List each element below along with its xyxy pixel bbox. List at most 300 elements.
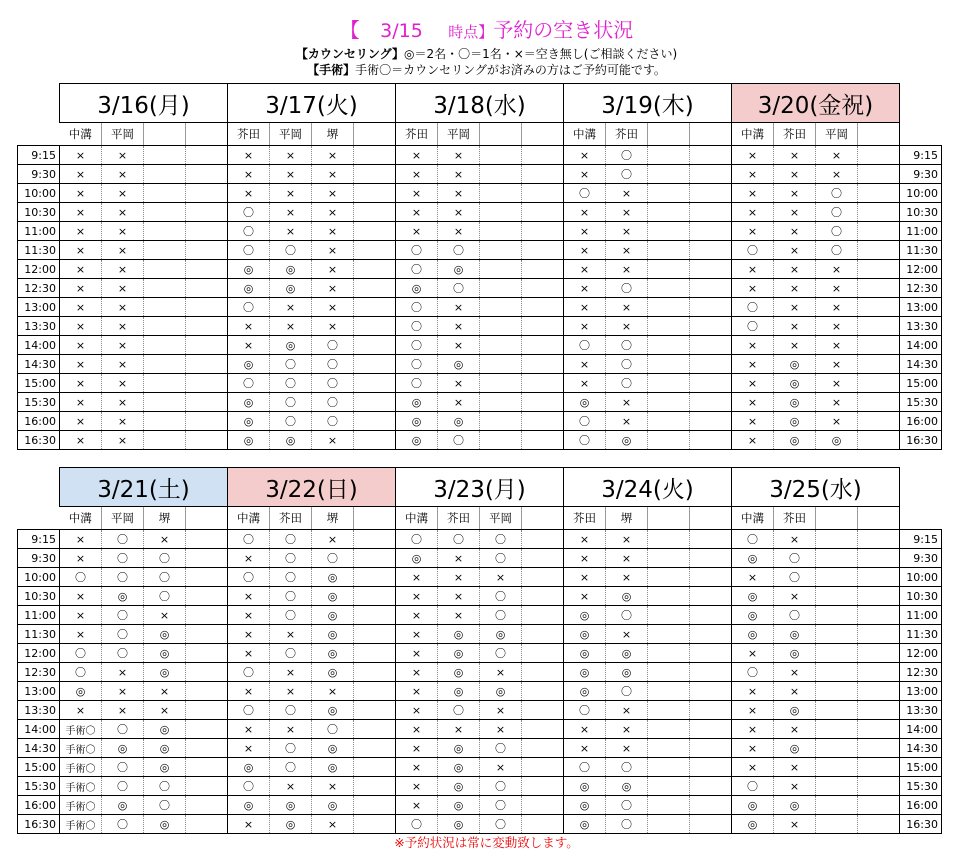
slot-cell[interactable]: ×: [732, 412, 774, 431]
slot-cell[interactable]: [648, 720, 690, 739]
slot-cell[interactable]: ×: [102, 682, 144, 701]
slot-cell[interactable]: [354, 606, 396, 625]
slot-cell[interactable]: [186, 644, 228, 663]
slot-cell[interactable]: 〇: [774, 549, 816, 568]
slot-cell[interactable]: [858, 530, 900, 549]
slot-cell[interactable]: ◎: [438, 260, 480, 279]
slot-cell[interactable]: ×: [816, 393, 858, 412]
slot-cell[interactable]: ×: [60, 260, 102, 279]
slot-cell[interactable]: [816, 720, 858, 739]
slot-cell[interactable]: ◎: [606, 663, 648, 682]
slot-cell[interactable]: 〇: [774, 606, 816, 625]
slot-cell[interactable]: 〇: [102, 720, 144, 739]
slot-cell[interactable]: 手術〇: [60, 777, 102, 796]
slot-cell[interactable]: ×: [816, 374, 858, 393]
slot-cell[interactable]: [480, 374, 522, 393]
slot-cell[interactable]: ×: [480, 568, 522, 587]
slot-cell[interactable]: ×: [102, 412, 144, 431]
slot-cell[interactable]: [186, 317, 228, 336]
slot-cell[interactable]: ×: [312, 184, 354, 203]
slot-cell[interactable]: [354, 568, 396, 587]
slot-cell[interactable]: [354, 393, 396, 412]
slot-cell[interactable]: ×: [732, 279, 774, 298]
slot-cell[interactable]: 〇: [102, 777, 144, 796]
slot-cell[interactable]: ×: [774, 777, 816, 796]
slot-cell[interactable]: ×: [606, 530, 648, 549]
slot-cell[interactable]: ◎: [312, 701, 354, 720]
slot-cell[interactable]: [648, 260, 690, 279]
slot-cell[interactable]: [354, 739, 396, 758]
slot-cell[interactable]: 〇: [270, 758, 312, 777]
slot-cell[interactable]: 〇: [438, 279, 480, 298]
slot-cell[interactable]: ×: [774, 663, 816, 682]
slot-cell[interactable]: [648, 317, 690, 336]
slot-cell[interactable]: 〇: [732, 241, 774, 260]
slot-cell[interactable]: ×: [564, 146, 606, 165]
slot-cell[interactable]: [648, 431, 690, 450]
slot-cell[interactable]: ×: [312, 815, 354, 834]
slot-cell[interactable]: ×: [228, 146, 270, 165]
slot-cell[interactable]: [690, 146, 732, 165]
slot-cell[interactable]: ×: [816, 279, 858, 298]
slot-cell[interactable]: 〇: [396, 355, 438, 374]
slot-cell[interactable]: [186, 682, 228, 701]
slot-cell[interactable]: [858, 298, 900, 317]
slot-cell[interactable]: [186, 720, 228, 739]
slot-cell[interactable]: ×: [396, 165, 438, 184]
slot-cell[interactable]: 〇: [606, 165, 648, 184]
slot-cell[interactable]: ×: [396, 701, 438, 720]
slot-cell[interactable]: [858, 739, 900, 758]
slot-cell[interactable]: ◎: [564, 644, 606, 663]
slot-cell[interactable]: [522, 146, 564, 165]
slot-cell[interactable]: ×: [270, 146, 312, 165]
slot-cell[interactable]: [690, 701, 732, 720]
slot-cell[interactable]: ×: [732, 739, 774, 758]
slot-cell[interactable]: [690, 720, 732, 739]
slot-cell[interactable]: 〇: [564, 336, 606, 355]
slot-cell[interactable]: ×: [774, 184, 816, 203]
slot-cell[interactable]: [144, 260, 186, 279]
slot-cell[interactable]: ×: [102, 317, 144, 336]
slot-cell[interactable]: 〇: [774, 568, 816, 587]
slot-cell[interactable]: [144, 184, 186, 203]
slot-cell[interactable]: [354, 758, 396, 777]
slot-cell[interactable]: [186, 165, 228, 184]
slot-cell[interactable]: ×: [228, 720, 270, 739]
slot-cell[interactable]: ×: [60, 412, 102, 431]
slot-cell[interactable]: [186, 568, 228, 587]
slot-cell[interactable]: ×: [774, 203, 816, 222]
slot-cell[interactable]: 〇: [606, 815, 648, 834]
slot-cell[interactable]: ×: [102, 663, 144, 682]
slot-cell[interactable]: [648, 549, 690, 568]
slot-cell[interactable]: 〇: [312, 412, 354, 431]
slot-cell[interactable]: [648, 530, 690, 549]
slot-cell[interactable]: ◎: [270, 279, 312, 298]
slot-cell[interactable]: [480, 336, 522, 355]
slot-cell[interactable]: [186, 796, 228, 815]
slot-cell[interactable]: 〇: [312, 336, 354, 355]
slot-cell[interactable]: [186, 203, 228, 222]
slot-cell[interactable]: ×: [606, 568, 648, 587]
slot-cell[interactable]: [522, 431, 564, 450]
slot-cell[interactable]: ×: [60, 184, 102, 203]
slot-cell[interactable]: ×: [564, 739, 606, 758]
slot-cell[interactable]: ×: [774, 279, 816, 298]
slot-cell[interactable]: ×: [816, 317, 858, 336]
slot-cell[interactable]: ◎: [564, 796, 606, 815]
slot-cell[interactable]: ×: [564, 203, 606, 222]
slot-cell[interactable]: ×: [732, 374, 774, 393]
slot-cell[interactable]: ×: [312, 777, 354, 796]
slot-cell[interactable]: ×: [396, 644, 438, 663]
slot-cell[interactable]: 〇: [564, 701, 606, 720]
slot-cell[interactable]: [690, 374, 732, 393]
slot-cell[interactable]: ×: [396, 146, 438, 165]
slot-cell[interactable]: [186, 336, 228, 355]
slot-cell[interactable]: [690, 625, 732, 644]
slot-cell[interactable]: ×: [60, 587, 102, 606]
slot-cell[interactable]: 〇: [438, 241, 480, 260]
slot-cell[interactable]: [858, 222, 900, 241]
slot-cell[interactable]: [690, 796, 732, 815]
slot-cell[interactable]: 〇: [480, 606, 522, 625]
slot-cell[interactable]: ×: [102, 374, 144, 393]
slot-cell[interactable]: 〇: [816, 222, 858, 241]
slot-cell[interactable]: [354, 663, 396, 682]
slot-cell[interactable]: 〇: [228, 663, 270, 682]
slot-cell[interactable]: ◎: [438, 625, 480, 644]
slot-cell[interactable]: ×: [102, 279, 144, 298]
slot-cell[interactable]: [690, 587, 732, 606]
slot-cell[interactable]: ×: [732, 222, 774, 241]
slot-cell[interactable]: [816, 758, 858, 777]
slot-cell[interactable]: ×: [438, 336, 480, 355]
slot-cell[interactable]: ×: [144, 530, 186, 549]
slot-cell[interactable]: ×: [312, 298, 354, 317]
slot-cell[interactable]: ◎: [774, 412, 816, 431]
slot-cell[interactable]: ◎: [438, 644, 480, 663]
slot-cell[interactable]: [648, 758, 690, 777]
slot-cell[interactable]: ×: [774, 298, 816, 317]
slot-cell[interactable]: [354, 317, 396, 336]
slot-cell[interactable]: ×: [774, 758, 816, 777]
slot-cell[interactable]: ◎: [564, 682, 606, 701]
slot-cell[interactable]: ×: [564, 317, 606, 336]
slot-cell[interactable]: [480, 393, 522, 412]
slot-cell[interactable]: ×: [732, 701, 774, 720]
slot-cell[interactable]: ×: [60, 336, 102, 355]
slot-cell[interactable]: ×: [228, 739, 270, 758]
slot-cell[interactable]: ◎: [312, 606, 354, 625]
slot-cell[interactable]: [858, 720, 900, 739]
slot-cell[interactable]: ◎: [270, 796, 312, 815]
slot-cell[interactable]: ×: [732, 165, 774, 184]
slot-cell[interactable]: [522, 606, 564, 625]
slot-cell[interactable]: ×: [816, 165, 858, 184]
slot-cell[interactable]: [858, 549, 900, 568]
slot-cell[interactable]: ×: [774, 815, 816, 834]
slot-cell[interactable]: ×: [564, 530, 606, 549]
slot-cell[interactable]: ◎: [312, 739, 354, 758]
slot-cell[interactable]: [186, 260, 228, 279]
slot-cell[interactable]: [858, 279, 900, 298]
slot-cell[interactable]: [648, 777, 690, 796]
slot-cell[interactable]: ×: [228, 549, 270, 568]
slot-cell[interactable]: ×: [102, 222, 144, 241]
slot-cell[interactable]: ◎: [144, 625, 186, 644]
slot-cell[interactable]: [522, 355, 564, 374]
slot-cell[interactable]: [480, 355, 522, 374]
slot-cell[interactable]: [186, 530, 228, 549]
slot-cell[interactable]: ×: [270, 682, 312, 701]
slot-cell[interactable]: ◎: [144, 815, 186, 834]
slot-cell[interactable]: 〇: [606, 796, 648, 815]
slot-cell[interactable]: [690, 412, 732, 431]
slot-cell[interactable]: 〇: [606, 682, 648, 701]
slot-cell[interactable]: ×: [732, 644, 774, 663]
slot-cell[interactable]: [648, 298, 690, 317]
slot-cell[interactable]: [354, 682, 396, 701]
slot-cell[interactable]: 〇: [144, 777, 186, 796]
slot-cell[interactable]: ◎: [438, 758, 480, 777]
slot-cell[interactable]: [186, 549, 228, 568]
slot-cell[interactable]: [648, 587, 690, 606]
slot-cell[interactable]: [186, 625, 228, 644]
slot-cell[interactable]: 〇: [606, 279, 648, 298]
slot-cell[interactable]: [522, 720, 564, 739]
slot-cell[interactable]: [354, 625, 396, 644]
slot-cell[interactable]: ◎: [564, 663, 606, 682]
slot-cell[interactable]: [480, 260, 522, 279]
slot-cell[interactable]: [690, 758, 732, 777]
slot-cell[interactable]: [690, 663, 732, 682]
slot-cell[interactable]: [648, 355, 690, 374]
slot-cell[interactable]: [690, 279, 732, 298]
slot-cell[interactable]: ×: [60, 625, 102, 644]
slot-cell[interactable]: [522, 549, 564, 568]
slot-cell[interactable]: 〇: [144, 568, 186, 587]
slot-cell[interactable]: ×: [816, 336, 858, 355]
slot-cell[interactable]: ×: [438, 317, 480, 336]
slot-cell[interactable]: ×: [60, 222, 102, 241]
slot-cell[interactable]: 〇: [60, 568, 102, 587]
slot-cell[interactable]: ×: [60, 393, 102, 412]
slot-cell[interactable]: ×: [312, 165, 354, 184]
slot-cell[interactable]: ×: [480, 701, 522, 720]
slot-cell[interactable]: ◎: [228, 758, 270, 777]
slot-cell[interactable]: 〇: [480, 815, 522, 834]
slot-cell[interactable]: 〇: [228, 701, 270, 720]
slot-cell[interactable]: [690, 606, 732, 625]
slot-cell[interactable]: [522, 317, 564, 336]
slot-cell[interactable]: ×: [606, 317, 648, 336]
slot-cell[interactable]: [354, 720, 396, 739]
slot-cell[interactable]: 〇: [480, 796, 522, 815]
slot-cell[interactable]: ×: [102, 146, 144, 165]
slot-cell[interactable]: [354, 298, 396, 317]
slot-cell[interactable]: ×: [396, 606, 438, 625]
slot-cell[interactable]: [522, 587, 564, 606]
slot-cell[interactable]: [186, 431, 228, 450]
slot-cell[interactable]: ◎: [396, 549, 438, 568]
slot-cell[interactable]: 〇: [144, 587, 186, 606]
slot-cell[interactable]: 〇: [732, 317, 774, 336]
slot-cell[interactable]: [522, 701, 564, 720]
slot-cell[interactable]: [690, 241, 732, 260]
slot-cell[interactable]: ◎: [606, 777, 648, 796]
slot-cell[interactable]: ×: [564, 568, 606, 587]
slot-cell[interactable]: 〇: [270, 374, 312, 393]
slot-cell[interactable]: ×: [144, 606, 186, 625]
slot-cell[interactable]: [648, 279, 690, 298]
slot-cell[interactable]: ◎: [102, 587, 144, 606]
slot-cell[interactable]: [858, 431, 900, 450]
slot-cell[interactable]: ×: [606, 412, 648, 431]
slot-cell[interactable]: 〇: [60, 644, 102, 663]
slot-cell[interactable]: [186, 777, 228, 796]
slot-cell[interactable]: [354, 165, 396, 184]
slot-cell[interactable]: ◎: [60, 682, 102, 701]
slot-cell[interactable]: [522, 758, 564, 777]
slot-cell[interactable]: [354, 355, 396, 374]
slot-cell[interactable]: [144, 298, 186, 317]
slot-cell[interactable]: ×: [144, 701, 186, 720]
slot-cell[interactable]: ◎: [312, 568, 354, 587]
slot-cell[interactable]: ×: [438, 549, 480, 568]
slot-cell[interactable]: ×: [60, 701, 102, 720]
slot-cell[interactable]: 〇: [816, 184, 858, 203]
slot-cell[interactable]: [648, 241, 690, 260]
slot-cell[interactable]: [186, 663, 228, 682]
slot-cell[interactable]: ◎: [606, 644, 648, 663]
slot-cell[interactable]: ◎: [312, 625, 354, 644]
slot-cell[interactable]: [186, 222, 228, 241]
slot-cell[interactable]: [354, 146, 396, 165]
slot-cell[interactable]: ×: [60, 606, 102, 625]
slot-cell[interactable]: ◎: [270, 815, 312, 834]
slot-cell[interactable]: [816, 568, 858, 587]
slot-cell[interactable]: [354, 412, 396, 431]
slot-cell[interactable]: ◎: [228, 412, 270, 431]
slot-cell[interactable]: ×: [816, 260, 858, 279]
slot-cell[interactable]: [186, 298, 228, 317]
slot-cell[interactable]: ◎: [144, 663, 186, 682]
slot-cell[interactable]: [858, 568, 900, 587]
slot-cell[interactable]: ×: [732, 203, 774, 222]
slot-cell[interactable]: ×: [480, 720, 522, 739]
slot-cell[interactable]: ◎: [396, 412, 438, 431]
slot-cell[interactable]: [648, 815, 690, 834]
slot-cell[interactable]: ×: [102, 184, 144, 203]
slot-cell[interactable]: ×: [774, 165, 816, 184]
slot-cell[interactable]: ×: [60, 530, 102, 549]
slot-cell[interactable]: [144, 279, 186, 298]
slot-cell[interactable]: [858, 260, 900, 279]
slot-cell[interactable]: ×: [564, 241, 606, 260]
slot-cell[interactable]: [648, 374, 690, 393]
slot-cell[interactable]: ×: [606, 393, 648, 412]
slot-cell[interactable]: [690, 298, 732, 317]
slot-cell[interactable]: [354, 530, 396, 549]
slot-cell[interactable]: ×: [606, 549, 648, 568]
slot-cell[interactable]: [690, 815, 732, 834]
slot-cell[interactable]: [858, 815, 900, 834]
slot-cell[interactable]: ×: [228, 184, 270, 203]
slot-cell[interactable]: ×: [102, 336, 144, 355]
slot-cell[interactable]: ×: [270, 720, 312, 739]
slot-cell[interactable]: ×: [774, 336, 816, 355]
slot-cell[interactable]: [690, 530, 732, 549]
slot-cell[interactable]: [858, 203, 900, 222]
slot-cell[interactable]: ×: [606, 241, 648, 260]
slot-cell[interactable]: ◎: [228, 279, 270, 298]
slot-cell[interactable]: ×: [312, 260, 354, 279]
slot-cell[interactable]: ×: [732, 355, 774, 374]
slot-cell[interactable]: [816, 777, 858, 796]
slot-cell[interactable]: ×: [564, 279, 606, 298]
slot-cell[interactable]: ×: [228, 336, 270, 355]
slot-cell[interactable]: [816, 739, 858, 758]
slot-cell[interactable]: [480, 165, 522, 184]
slot-cell[interactable]: ◎: [564, 777, 606, 796]
slot-cell[interactable]: ×: [774, 720, 816, 739]
slot-cell[interactable]: [186, 184, 228, 203]
slot-cell[interactable]: [522, 625, 564, 644]
slot-cell[interactable]: ◎: [438, 663, 480, 682]
slot-cell[interactable]: ×: [60, 146, 102, 165]
slot-cell[interactable]: [480, 146, 522, 165]
slot-cell[interactable]: 〇: [270, 606, 312, 625]
slot-cell[interactable]: ×: [270, 298, 312, 317]
slot-cell[interactable]: 〇: [144, 549, 186, 568]
slot-cell[interactable]: [858, 587, 900, 606]
slot-cell[interactable]: 〇: [564, 758, 606, 777]
slot-cell[interactable]: [480, 184, 522, 203]
slot-cell[interactable]: ×: [606, 739, 648, 758]
slot-cell[interactable]: [648, 644, 690, 663]
slot-cell[interactable]: ◎: [732, 606, 774, 625]
slot-cell[interactable]: [522, 298, 564, 317]
slot-cell[interactable]: [480, 222, 522, 241]
slot-cell[interactable]: [648, 393, 690, 412]
slot-cell[interactable]: ×: [312, 222, 354, 241]
slot-cell[interactable]: ◎: [480, 682, 522, 701]
slot-cell[interactable]: 手術〇: [60, 739, 102, 758]
slot-cell[interactable]: ×: [774, 587, 816, 606]
slot-cell[interactable]: 〇: [102, 606, 144, 625]
slot-cell[interactable]: 〇: [312, 393, 354, 412]
slot-cell[interactable]: [186, 374, 228, 393]
slot-cell[interactable]: ×: [102, 203, 144, 222]
slot-cell[interactable]: 〇: [228, 222, 270, 241]
slot-cell[interactable]: ◎: [774, 701, 816, 720]
slot-cell[interactable]: [144, 336, 186, 355]
slot-cell[interactable]: [354, 241, 396, 260]
slot-cell[interactable]: [354, 701, 396, 720]
slot-cell[interactable]: ×: [480, 758, 522, 777]
slot-cell[interactable]: ×: [102, 241, 144, 260]
slot-cell[interactable]: 〇: [438, 701, 480, 720]
slot-cell[interactable]: ×: [102, 165, 144, 184]
slot-cell[interactable]: [816, 796, 858, 815]
slot-cell[interactable]: [522, 644, 564, 663]
slot-cell[interactable]: ◎: [270, 260, 312, 279]
slot-cell[interactable]: [144, 431, 186, 450]
slot-cell[interactable]: [354, 549, 396, 568]
slot-cell[interactable]: 〇: [732, 663, 774, 682]
